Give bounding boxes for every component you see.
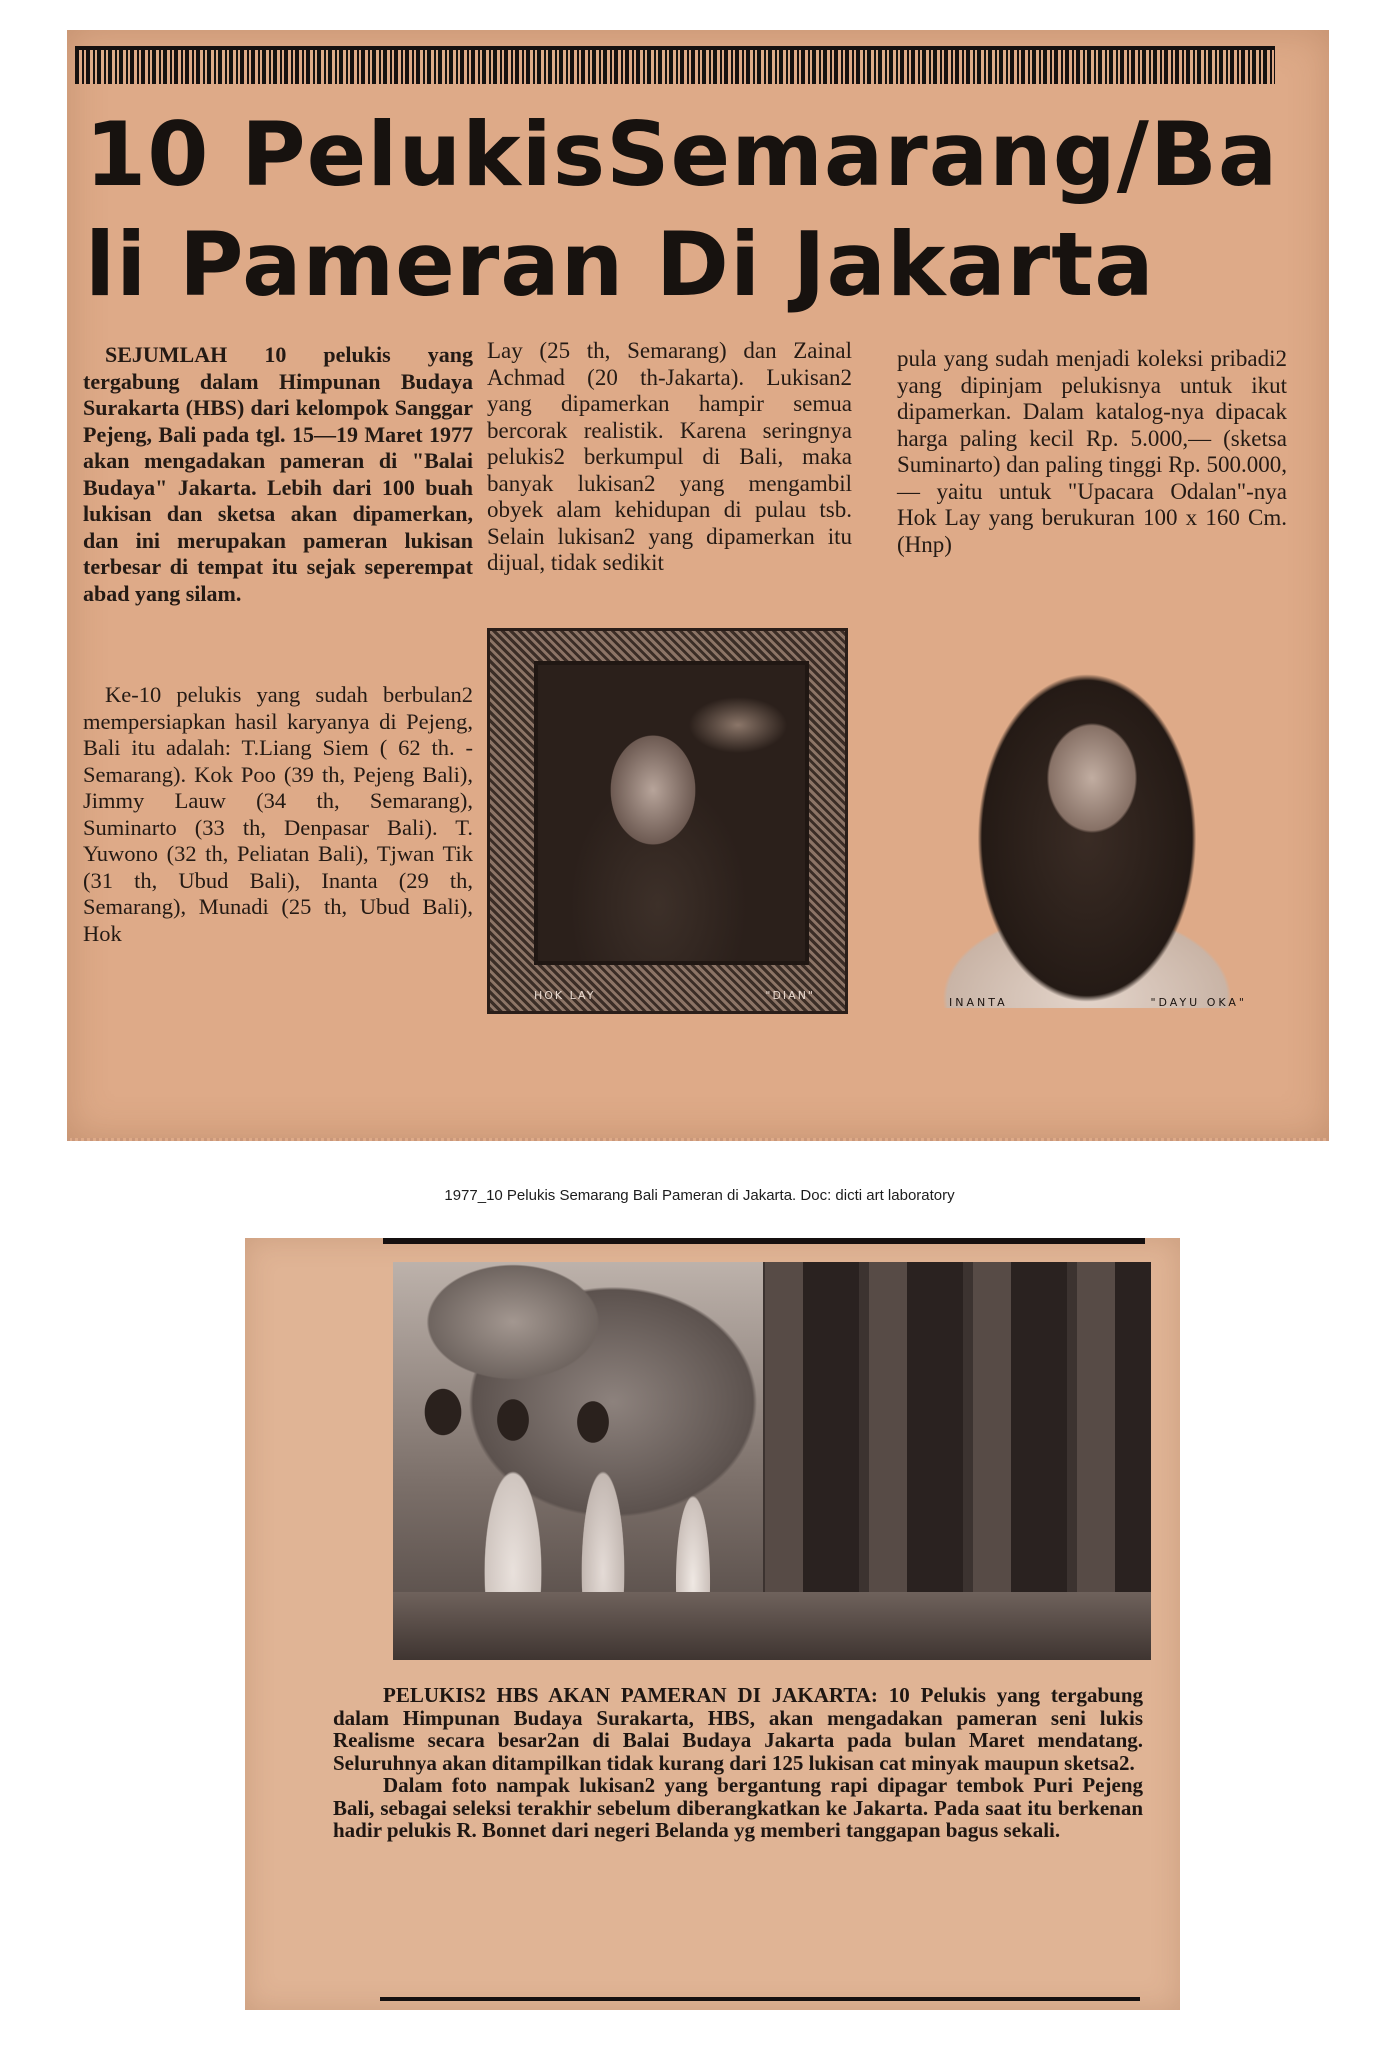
exhibition-photo <box>393 1262 1151 1660</box>
painting2-artist-caption: INANTA <box>949 996 1008 1009</box>
caption-headline: PELUKIS2 HBS AKAN PAMERAN DI JAKARTA: <box>383 1683 878 1707</box>
article-column-2: Lay (25 th, Semarang) dan Zainal Achmad (20 th-Jakarta). Lukisan2 yang dipamerkan hampir semua bercorak realistik. Karena seringnya pelukis2 berkumpul di Bali, maka banyak lukisan2 yang mengambil obyek alam kehidupan di pulau tsb. Selain lukisan2 yang dipamerkan itu dijual, tidak sedikit <box>487 338 852 575</box>
document-caption: 1977_10 Pelukis Semarang Bali Pameran di Jakarta. Doc: dicti art laboratory <box>444 1187 955 1204</box>
top-newspaper-clipping <box>67 30 1329 1141</box>
painting2-title-caption: "DAYU OKA" <box>1150 996 1247 1009</box>
headline-line-2: li Pameran Di Jakarta <box>85 213 1155 316</box>
caption-paragraph-2: Dalam foto nampak lukisan2 yang bergantung rapi dipagar tembok Puri Pejeng Bali, sebagai seleksi terakhir sebelum diberangkatkan ke Jakarta. Pada saat itu berkenan hadir pelukis R. Bonnet dari negeri Belanda yg memberi tanggapan bagus sekali. <box>333 1773 1143 1842</box>
bottom-newspaper-clipping <box>245 1238 1180 2010</box>
bottom-rule <box>380 1997 1140 2001</box>
top-rule <box>383 1238 1145 1244</box>
caption-paragraph-1 <box>333 1684 1143 1774</box>
painting-dayu-oka-photo <box>907 638 1267 1008</box>
painting-portrait-image <box>534 661 809 965</box>
painting-dian-photo <box>487 628 848 1014</box>
headline-line-1: 10 PelukisSemarang/Ba <box>85 103 1279 206</box>
lead-paragraph: SEJUMLAH 10 pelukis yang tergabung dalam Himpunan Budaya Surakarta (HBS) dari kelompok Sanggar Pejeng, Bali pada tgl. 15—19 Maret 1977 akan mengadakan pameran di "Balai Budaya" Jakarta. Lebih dari 100 buah lukisan dan sketsa akan dipamerkan, dan ini merupakan pameran lukisan terbesar di tempat itu sejak seperempat abad yang silam. <box>83 342 473 606</box>
painters-list-paragraph: Ke-10 pelukis yang sudah berbulan2 mempersiapkan hasil karyanya di Pejeng, Bali itu adalah: T.Liang Siem ( 62 th. - Semarang). Kok Poo (39 th, Pejeng Bali), Jimmy Lauw (34 th, Semarang), Suminarto (33 th, Denpasar Bali). T. Yuwono (32 th, Peliatan Bali), Tjwan Tik (31 th, Ubud Bali), Inanta (29 th, Semarang), Munadi (25 th, Ubud Bali), Hok <box>83 682 473 946</box>
caption-paragraph-1-text: 10 Pelukis yang tergabung dalam Himpunan Budaya Surakarta, HBS, akan mengadakan pameran seni lukis Realisme secara besar2an di Balai Budaya Jakarta pada bulan Maret mendatang. Seluruhnya akan ditampilkan tidak kurang dari 125 lukisan cat minyak maupun sketsa2. <box>333 1683 1144 1775</box>
painting-title-caption: "DIAN" <box>765 989 815 1002</box>
photo-ground <box>393 1592 1151 1660</box>
photo-caption-article <box>333 1684 1143 1842</box>
article-column-3: pula yang sudah menjadi koleksi pribadi2 yang dipinjam pelukisnya untuk ikut dipamerkan. Dalam katalog-nya dipacak harga paling kecil Rp. 5.000,— (sketsa Suminarto) dan paling tinggi Rp. 500.000,— yaitu untuk "Upacara Odalan"-nya Hok Lay yang berukuran 100 x 160 Cm. (Hnp) <box>897 346 1287 557</box>
masthead-bar <box>75 46 1275 84</box>
painting-artist-caption: HOK LAY <box>534 989 596 1002</box>
article-headline <box>85 100 1305 320</box>
article-column-1 <box>83 342 473 607</box>
